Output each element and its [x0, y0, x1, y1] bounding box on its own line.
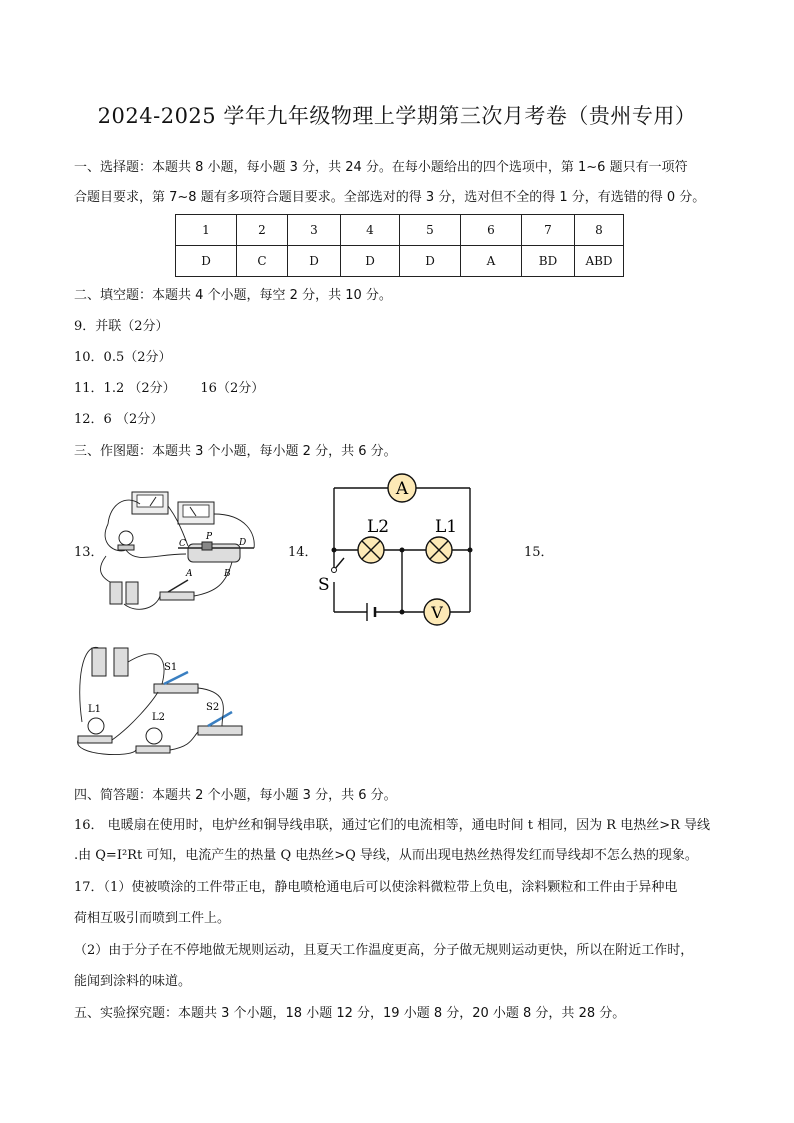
- answer-value: BD: [522, 246, 575, 277]
- answer-item-9: 9．并联（2分）: [74, 319, 169, 334]
- answer-number: 5: [400, 215, 461, 246]
- section2-heading: 二、填空题：本题共 4 个小题，每空 2 分，共 10 分。: [74, 288, 392, 303]
- section1-heading-line2: 合题目要求，第 7~8 题有多项符合题目要求。全部选对的得 3 分，选对但不全的得 1 分，有选错的得 0 分。: [74, 190, 706, 205]
- bulb-icon: [118, 531, 134, 550]
- answer-16-line1: 16． 电暖扇在使用时，电炉丝和铜导线串联，通过它们的电流相等，通电时间 t 相同，因为 R 电热丝>R 导线: [74, 818, 711, 833]
- page-title: 2024-2025 学年九年级物理上学期第三次月考卷（贵州专用）: [97, 104, 697, 128]
- answer-value: D: [400, 246, 461, 277]
- junction-dot: [400, 610, 405, 615]
- answer-value: C: [237, 246, 288, 277]
- answer-number: 4: [341, 215, 400, 246]
- bulb-l2-label: L2: [152, 712, 166, 723]
- switch-s1-label: S1: [164, 662, 178, 673]
- answer-table-answer-row: [176, 246, 624, 277]
- answer-number: 3: [288, 215, 341, 246]
- switch-s2-icon: [198, 712, 242, 735]
- section1-heading-line1: 一、选择题：本题共 8 小题，每小题 3 分，共 24 分。在每小题给出的四个选项中，第 1~6 题只有一项符: [74, 160, 688, 175]
- answer-item-11: 11．1.2 （2分） 16（2分）: [74, 381, 265, 396]
- answer-value: D: [176, 246, 237, 277]
- lamp-l2-label: L2: [367, 517, 390, 537]
- switch-label: S: [318, 575, 330, 595]
- answer-table: [175, 214, 624, 277]
- section3-heading: 三、作图题：本题共 3 个小题，每小题 2 分，共 6 分。: [74, 444, 397, 459]
- answer-table-number-row: [176, 215, 624, 246]
- figure-14-label: 14．: [288, 545, 318, 560]
- switch-pivot: [332, 568, 337, 573]
- figure-15-circuit-sketch: [72, 642, 252, 760]
- rheostat-terminal-a: A: [186, 569, 193, 579]
- rheostat-slider-p: P: [206, 532, 213, 542]
- bulb-l1-icon: [78, 718, 112, 743]
- rheostat-terminal-d: D: [239, 538, 247, 548]
- answer-16-line2: .由 Q=I²Rt 可知，电流产生的热量 Q 电热丝>Q 导线，从而出现电热丝热得发红而导线却不怎么热的现象。: [74, 848, 698, 863]
- battery-icon: [92, 648, 128, 676]
- answer-17-line2: 荷相互吸引而喷到工件上。: [74, 911, 231, 926]
- junction-dot: [400, 548, 405, 553]
- voltmeter-letter: V: [431, 603, 443, 622]
- answer-number: 8: [575, 215, 624, 246]
- figure-15-label: 15．: [524, 545, 554, 560]
- answer-number: 6: [461, 215, 522, 246]
- junction-dot: [332, 548, 337, 553]
- answer-17-line4: 能闻到涂料的味道。: [74, 974, 192, 989]
- bulb-l1-label: L1: [88, 704, 102, 715]
- figure-13-label: 13．: [74, 545, 104, 560]
- answer-item-12: 12．6 （2分）: [74, 412, 164, 427]
- bulb-l2-icon: [136, 728, 170, 753]
- section4-heading: 四、简答题：本题共 2 个小题，每小题 3 分，共 6 分。: [74, 788, 397, 803]
- figure-14-circuit-diagram: [312, 470, 482, 630]
- answer-value: ABD: [575, 246, 624, 277]
- rheostat-terminal-b: B: [224, 569, 231, 579]
- answer-value: D: [341, 246, 400, 277]
- figure-13-circuit-sketch: [96, 484, 262, 614]
- rheostat-terminal-c: C: [179, 539, 186, 549]
- answer-value: D: [288, 246, 341, 277]
- voltmeter-icon: [178, 502, 214, 524]
- junction-dot: [468, 548, 473, 553]
- switch-s2-label: S2: [206, 702, 220, 713]
- answer-number: 7: [522, 215, 575, 246]
- ammeter-letter: A: [395, 479, 409, 499]
- answer-17-line3: （2）由于分子在不停地做无规则运动，且夏天工作温度更高，分子做无规则运动更快，所以在附近工作时，: [74, 943, 694, 958]
- ammeter-icon: [132, 492, 168, 514]
- switch-s1-icon: [154, 672, 198, 693]
- ammeter-symbol: [388, 474, 416, 502]
- lamp-l1-symbol: [426, 537, 452, 563]
- battery-icon: [110, 582, 138, 604]
- lamp-l1-label: L1: [435, 517, 458, 537]
- voltmeter-symbol: [424, 599, 450, 625]
- answer-number: 1: [176, 215, 237, 246]
- answer-item-10: 10．0.5（2分）: [74, 350, 172, 365]
- switch-icon: [160, 580, 194, 600]
- answer-number: 2: [237, 215, 288, 246]
- lamp-l2-symbol: [358, 537, 384, 563]
- section5-heading: 五、实验探究题：本题共 3 个小题，18 小题 12 分，19 小题 8 分，20 小题 8 分，共 28 分。: [74, 1006, 626, 1021]
- answer-17-line1: 17．（1）使被喷涂的工件带正电，静电喷枪通电后可以使涂料微粒带上负电，涂料颗粒和工件由于异种电: [74, 880, 678, 895]
- answer-value: A: [461, 246, 522, 277]
